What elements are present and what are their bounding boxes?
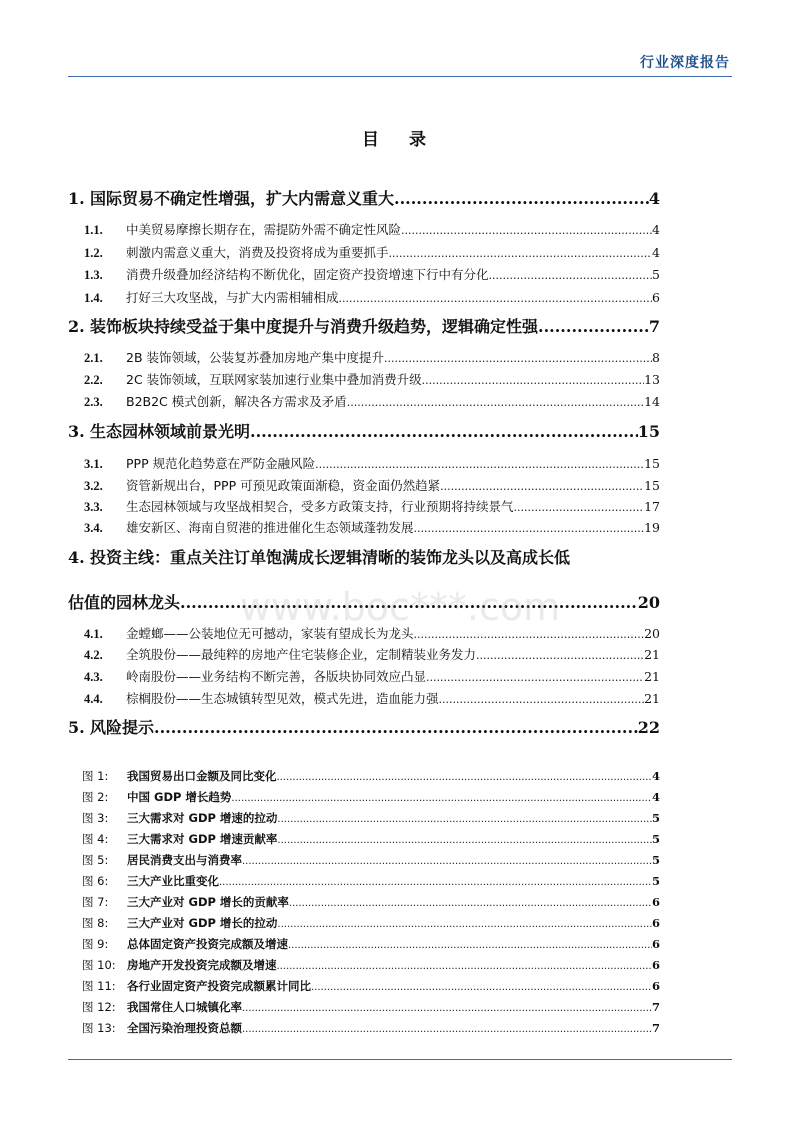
toc-entry-2-1[interactable]: 2.1. 2B 装饰领域，公装复苏叠加房地产集中度提升 ..... 8 [84,348,660,366]
toc-entry-4-3[interactable]: 4.3. 岭南股份——业务结构不断完善，各版块协同效应凸显 ..... 21 [84,667,660,685]
toc-entry-2[interactable]: 2. 装饰板块持续受益于集中度提升与消费升级趋势，逻辑确定性强 ..... 7 [68,314,660,337]
figure-entry-12[interactable]: 图 12: 我国常住人口城镇化率 ..... 7 [82,999,660,1015]
toc-entry-1[interactable]: 1. 国际贸易不确定性增强，扩大内需意义重大 ..... 4 [68,186,660,209]
watermark: www.boc***.com [239,585,561,629]
figure-entry-8[interactable]: 图 8: 三大产业对 GDP 增长的拉动 ..... 6 [82,915,660,931]
toc-entry-3[interactable]: 3. 生态园林领域前景光明 ..... 15 [68,419,660,442]
toc-entry-4-1[interactable]: 4.1. 金螳螂——公装地位无可撼动，家装有望成长为龙头 ..... 20 [84,624,660,642]
toc-entry-1-1[interactable]: 1.1. 中美贸易摩擦长期存在，需提防外需不确定性风险 ..... 4 [84,220,660,238]
report-type-label: 行业深度报告 [640,55,730,71]
toc-entry-1-3[interactable]: 1.3. 消费升级叠加经济结构不断优化，固定资产投资增速下行中有分化 ..... 5 [84,265,660,283]
figure-entry-2[interactable]: 图 2: 中国 GDP 增长趋势 ..... 4 [82,789,660,805]
toc-entry-4-line2[interactable]: 估值的园林龙头 ..... 20 [68,590,660,613]
figure-entry-11[interactable]: 图 11: 各行业固定资产投资完成额累计同比 ..... 6 [82,978,660,994]
figure-entry-9[interactable]: 图 9: 总体固定资产投资完成额及增速 ..... 6 [82,936,660,952]
header-rule [68,76,732,77]
toc-entry-5[interactable]: 5. 风险提示 ..... 22 [68,715,660,738]
toc-title: 目 录 [362,130,438,150]
figure-entry-5[interactable]: 图 5: 居民消费支出与消费率 ..... 5 [82,852,660,868]
toc-entry-3-1[interactable]: 3.1. PPP 规范化趋势意在严防金融风险 ..... 15 [84,454,660,472]
toc-entry-3-2[interactable]: 3.2. 资管新规出台，PPP 可预见政策面渐稳，资金面仍然趋紧 ..... 15 [84,476,660,494]
figure-entry-13[interactable]: 图 13: 全国污染治理投资总额 ..... 7 [82,1020,660,1036]
footer-rule [68,1059,732,1060]
toc-entry-3-4[interactable]: 3.4. 雄安新区、海南自贸港的推进催化生态领域蓬勃发展 ..... 19 [84,518,660,536]
toc-entry-3-3[interactable]: 3.3. 生态园林领域与攻坚战相契合，受多方政策支持，行业预期将持续景气 ..... 17 [84,497,660,515]
figure-entry-10[interactable]: 图 10: 房地产开发投资完成额及增速 ..... 6 [82,957,660,973]
toc-entry-2-2[interactable]: 2.2. 2C 装饰领域，互联网家装加速行业集中叠加消费升级 ..... 13 [84,370,660,388]
figure-entry-7[interactable]: 图 7: 三大产业对 GDP 增长的贡献率 ..... 6 [82,894,660,910]
figure-entry-1[interactable]: 图 1: 我国贸易出口金额及同比变化 ..... 4 [82,768,660,784]
figure-entry-3[interactable]: 图 3: 三大需求对 GDP 增速的拉动 ..... 5 [82,810,660,826]
toc-entry-2-3[interactable]: 2.3. B2B2C 模式创新，解决各方需求及矛盾 ..... 14 [84,392,660,410]
toc-entry-4-2[interactable]: 4.2. 全筑股份——最纯粹的房地产住宅装修企业，定制精装业务发力 ..... 21 [84,645,660,663]
figure-entry-4[interactable]: 图 4: 三大需求对 GDP 增速贡献率 ..... 5 [82,831,660,847]
figure-entry-6[interactable]: 图 6: 三大产业比重变化 ..... 5 [82,873,660,889]
toc-entry-1-2[interactable]: 1.2. 刺激内需意义重大，消费及投资将成为重要抓手 ..... 4 [84,243,660,261]
toc-entry-1-4[interactable]: 1.4. 打好三大攻坚战，与扩大内需相辅相成 ..... 6 [84,288,660,306]
toc-entry-4-line1[interactable]: 4. 投资主线：重点关注订单饱满成长逻辑清晰的装饰龙头以及高成长低 [68,548,571,567]
toc-entry-4-4[interactable]: 4.4. 棕榈股份——生态城镇转型见效，模式先进，造血能力强 ..... 21 [84,689,660,707]
